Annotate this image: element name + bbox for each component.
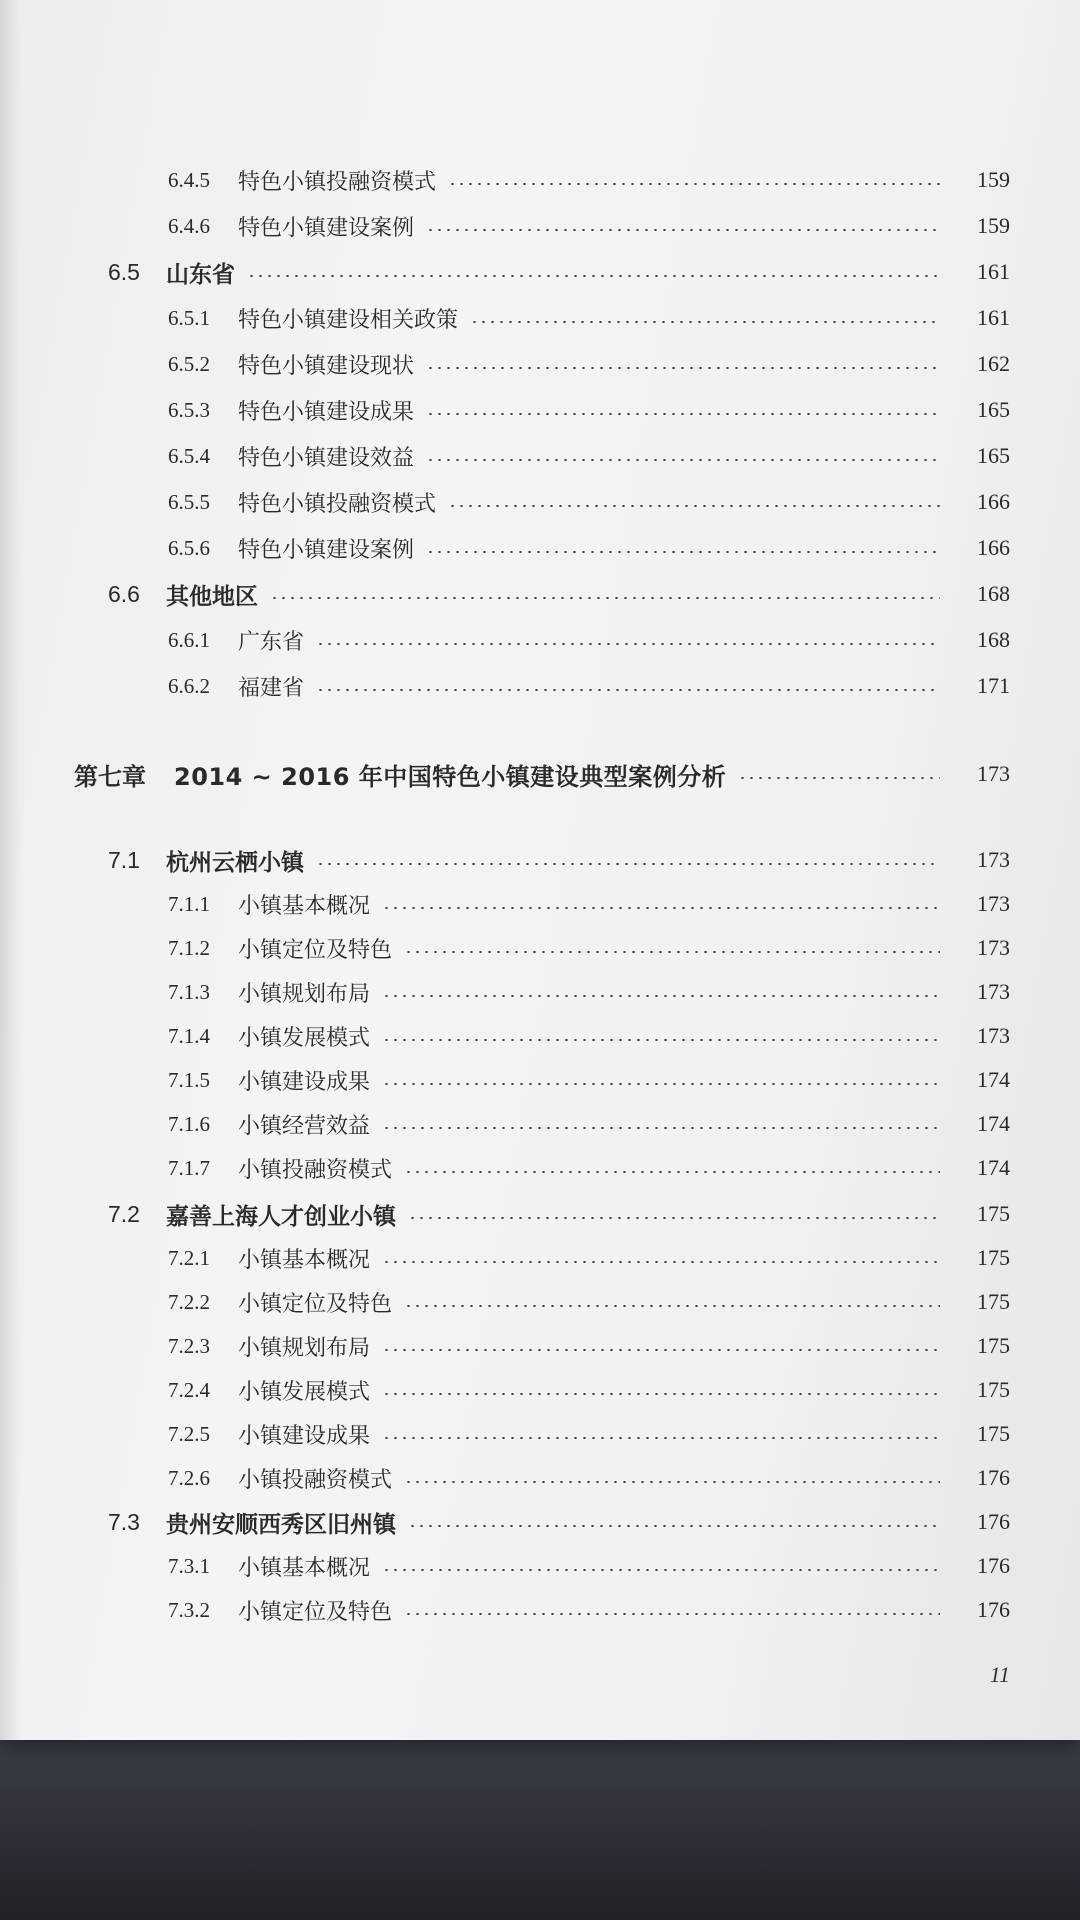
section-title: 特色小镇建设相关政策	[238, 307, 459, 333]
page-number: 173	[977, 935, 1010, 960]
toc-entry	[108, 572, 1010, 616]
section-title: 特色小镇投融资模式	[238, 491, 437, 517]
page-number: 171	[977, 673, 1010, 698]
section-title: 小镇定位及特色	[238, 937, 393, 963]
page-number: 176	[977, 1553, 1010, 1578]
section-number: 6.5.5	[168, 489, 210, 514]
section-title: 特色小镇建设现状	[238, 353, 415, 379]
toc-entry	[168, 970, 1010, 1014]
dot-leader	[316, 643, 940, 645]
dot-leader	[426, 459, 940, 461]
toc-entry	[168, 342, 1010, 386]
dot-leader	[408, 1525, 940, 1527]
dot-leader	[738, 777, 940, 779]
section-number: 6.4.5	[168, 167, 210, 192]
dot-leader	[448, 505, 940, 507]
section-number: 7.1.1	[168, 891, 210, 916]
page-number: 175	[977, 1289, 1010, 1314]
page-number: 174	[977, 1067, 1010, 1092]
toc-entry	[168, 434, 1010, 478]
section-title: 山东省	[166, 261, 235, 288]
section-title: 其他地区	[166, 583, 258, 610]
section-number: 6.5	[108, 258, 140, 285]
section-number: 7.2.3	[168, 1333, 210, 1358]
desk-background	[0, 1740, 1080, 1920]
section-number: 7.2.1	[168, 1245, 210, 1270]
toc-entry	[168, 526, 1010, 570]
toc-entry	[108, 1500, 1010, 1544]
dot-leader	[316, 863, 940, 865]
toc-entry	[168, 1544, 1010, 1588]
section-number: 7.1.7	[168, 1155, 210, 1180]
page-number: 166	[977, 535, 1010, 560]
section-title: 杭州云栖小镇	[166, 849, 304, 876]
chapter-title: 2014 ~ 2016 年中国特色小镇建设典型案例分析	[174, 762, 727, 791]
page-number: 173	[977, 891, 1010, 916]
section-title: 小镇建设成果	[238, 1069, 371, 1095]
toc-entry	[108, 838, 1010, 882]
toc-entry	[168, 204, 1010, 248]
section-number: 6.5.2	[168, 351, 210, 376]
dot-leader	[426, 367, 940, 369]
section-title: 特色小镇建设案例	[238, 537, 415, 563]
toc-entry	[168, 1102, 1010, 1146]
toc-entry	[168, 388, 1010, 432]
dot-leader	[382, 1083, 940, 1085]
dot-leader	[382, 1569, 940, 1571]
toc-entry	[168, 480, 1010, 524]
section-number: 7.2	[108, 1200, 140, 1227]
page-number: 162	[977, 351, 1010, 376]
page-number: 165	[977, 397, 1010, 422]
toc-entry	[168, 1014, 1010, 1058]
page-number: 175	[977, 1245, 1010, 1270]
toc-entry	[168, 1146, 1010, 1190]
page-number: 175	[977, 1333, 1010, 1358]
dot-leader	[382, 1261, 940, 1263]
dot-leader	[404, 1171, 940, 1173]
section-title: 小镇基本概况	[238, 893, 371, 919]
page-number: 159	[977, 167, 1010, 192]
section-title: 广东省	[238, 629, 305, 655]
section-number: 7.3.2	[168, 1597, 210, 1622]
page-number: 176	[977, 1465, 1010, 1490]
section-number: 7.1.6	[168, 1111, 210, 1136]
section-title: 小镇基本概况	[238, 1247, 371, 1273]
section-number: 7.2.2	[168, 1289, 210, 1314]
dot-leader	[382, 1127, 940, 1129]
section-title: 特色小镇投融资模式	[238, 169, 437, 195]
dot-leader	[448, 183, 940, 185]
section-number: 7.3	[108, 1508, 140, 1535]
toc-entry	[168, 1588, 1010, 1632]
dot-leader	[382, 1039, 940, 1041]
section-title: 小镇投融资模式	[238, 1157, 393, 1183]
page-number: 165	[977, 443, 1010, 468]
section-title: 贵州安顺西秀区旧州镇	[166, 1511, 396, 1538]
section-number: 6.6.2	[168, 673, 210, 698]
toc-entry	[108, 250, 1010, 294]
page-number: 174	[977, 1155, 1010, 1180]
page-folio: 11	[989, 1662, 1010, 1687]
section-title: 小镇规划布局	[238, 1335, 371, 1361]
page-number: 173	[977, 979, 1010, 1004]
section-number: 7.1.5	[168, 1067, 210, 1092]
page-number: 175	[977, 1377, 1010, 1402]
page-number: 174	[977, 1111, 1010, 1136]
page-number: 161	[977, 305, 1010, 330]
toc-entry	[168, 1280, 1010, 1324]
section-number: 7.1.3	[168, 979, 210, 1004]
section-title: 嘉善上海人才创业小镇	[166, 1203, 396, 1230]
dot-leader	[316, 689, 940, 691]
toc-entry	[168, 1412, 1010, 1456]
page-number: 175	[977, 1421, 1010, 1446]
section-number: 7.3.1	[168, 1553, 210, 1578]
dot-leader	[247, 275, 940, 277]
toc-chapter-entry	[74, 748, 1010, 800]
page-number: 166	[977, 489, 1010, 514]
toc-entry	[168, 1058, 1010, 1102]
toc-entry	[168, 618, 1010, 662]
page-number: 159	[977, 213, 1010, 238]
section-title: 小镇建设成果	[238, 1423, 371, 1449]
toc-entry	[168, 1236, 1010, 1280]
section-number: 7.1.4	[168, 1023, 210, 1048]
section-number: 6.5.3	[168, 397, 210, 422]
section-number: 7.2.4	[168, 1377, 210, 1402]
section-number: 6.5.4	[168, 443, 210, 468]
page-number: 173	[977, 847, 1010, 872]
section-number: 6.6.1	[168, 627, 210, 652]
section-title: 小镇发展模式	[238, 1379, 371, 1405]
toc-entry	[168, 664, 1010, 708]
chapter-number: 第七章	[74, 762, 146, 791]
section-title: 特色小镇建设案例	[238, 215, 415, 241]
section-title: 小镇基本概况	[238, 1555, 371, 1581]
dot-leader	[382, 1393, 940, 1395]
toc-entry	[168, 1368, 1010, 1412]
section-title: 小镇定位及特色	[238, 1291, 393, 1317]
dot-leader	[426, 413, 940, 415]
toc-entry	[168, 926, 1010, 970]
page-number: 161	[977, 259, 1010, 284]
page-number: 173	[977, 761, 1010, 786]
section-title: 小镇规划布局	[238, 981, 371, 1007]
toc-entry	[108, 1192, 1010, 1236]
page-number: 176	[977, 1597, 1010, 1622]
section-number: 6.4.6	[168, 213, 210, 238]
page-number: 168	[977, 627, 1010, 652]
section-title: 小镇定位及特色	[238, 1599, 393, 1625]
section-number: 7.2.5	[168, 1421, 210, 1446]
dot-leader	[426, 229, 940, 231]
toc-entry	[168, 1456, 1010, 1500]
section-number: 6.5.1	[168, 305, 210, 330]
dot-leader	[408, 1217, 940, 1219]
section-title: 特色小镇建设成果	[238, 399, 415, 425]
toc-entry	[168, 882, 1010, 926]
section-number: 6.5.6	[168, 535, 210, 560]
dot-leader	[404, 951, 940, 953]
page-number: 175	[977, 1201, 1010, 1226]
section-title: 福建省	[238, 675, 305, 701]
toc-entry	[168, 158, 1010, 202]
toc-entry	[168, 296, 1010, 340]
dot-leader	[404, 1613, 940, 1615]
dot-leader	[404, 1481, 940, 1483]
section-number: 7.2.6	[168, 1465, 210, 1490]
section-title: 小镇经营效益	[238, 1113, 371, 1139]
page-number: 168	[977, 581, 1010, 606]
page-number: 176	[977, 1509, 1010, 1534]
section-number: 6.6	[108, 580, 140, 607]
section-title: 小镇发展模式	[238, 1025, 371, 1051]
dot-leader	[382, 995, 940, 997]
page-number: 173	[977, 1023, 1010, 1048]
section-title: 小镇投融资模式	[238, 1467, 393, 1493]
dot-leader	[426, 551, 940, 553]
dot-leader	[270, 597, 940, 599]
toc-entry	[168, 1324, 1010, 1368]
dot-leader	[404, 1305, 940, 1307]
dot-leader	[382, 1349, 940, 1351]
section-title: 特色小镇建设效益	[238, 445, 415, 471]
dot-leader	[382, 907, 940, 909]
dot-leader	[382, 1437, 940, 1439]
section-number: 7.1	[108, 846, 140, 873]
dot-leader	[470, 321, 940, 323]
section-number: 7.1.2	[168, 935, 210, 960]
